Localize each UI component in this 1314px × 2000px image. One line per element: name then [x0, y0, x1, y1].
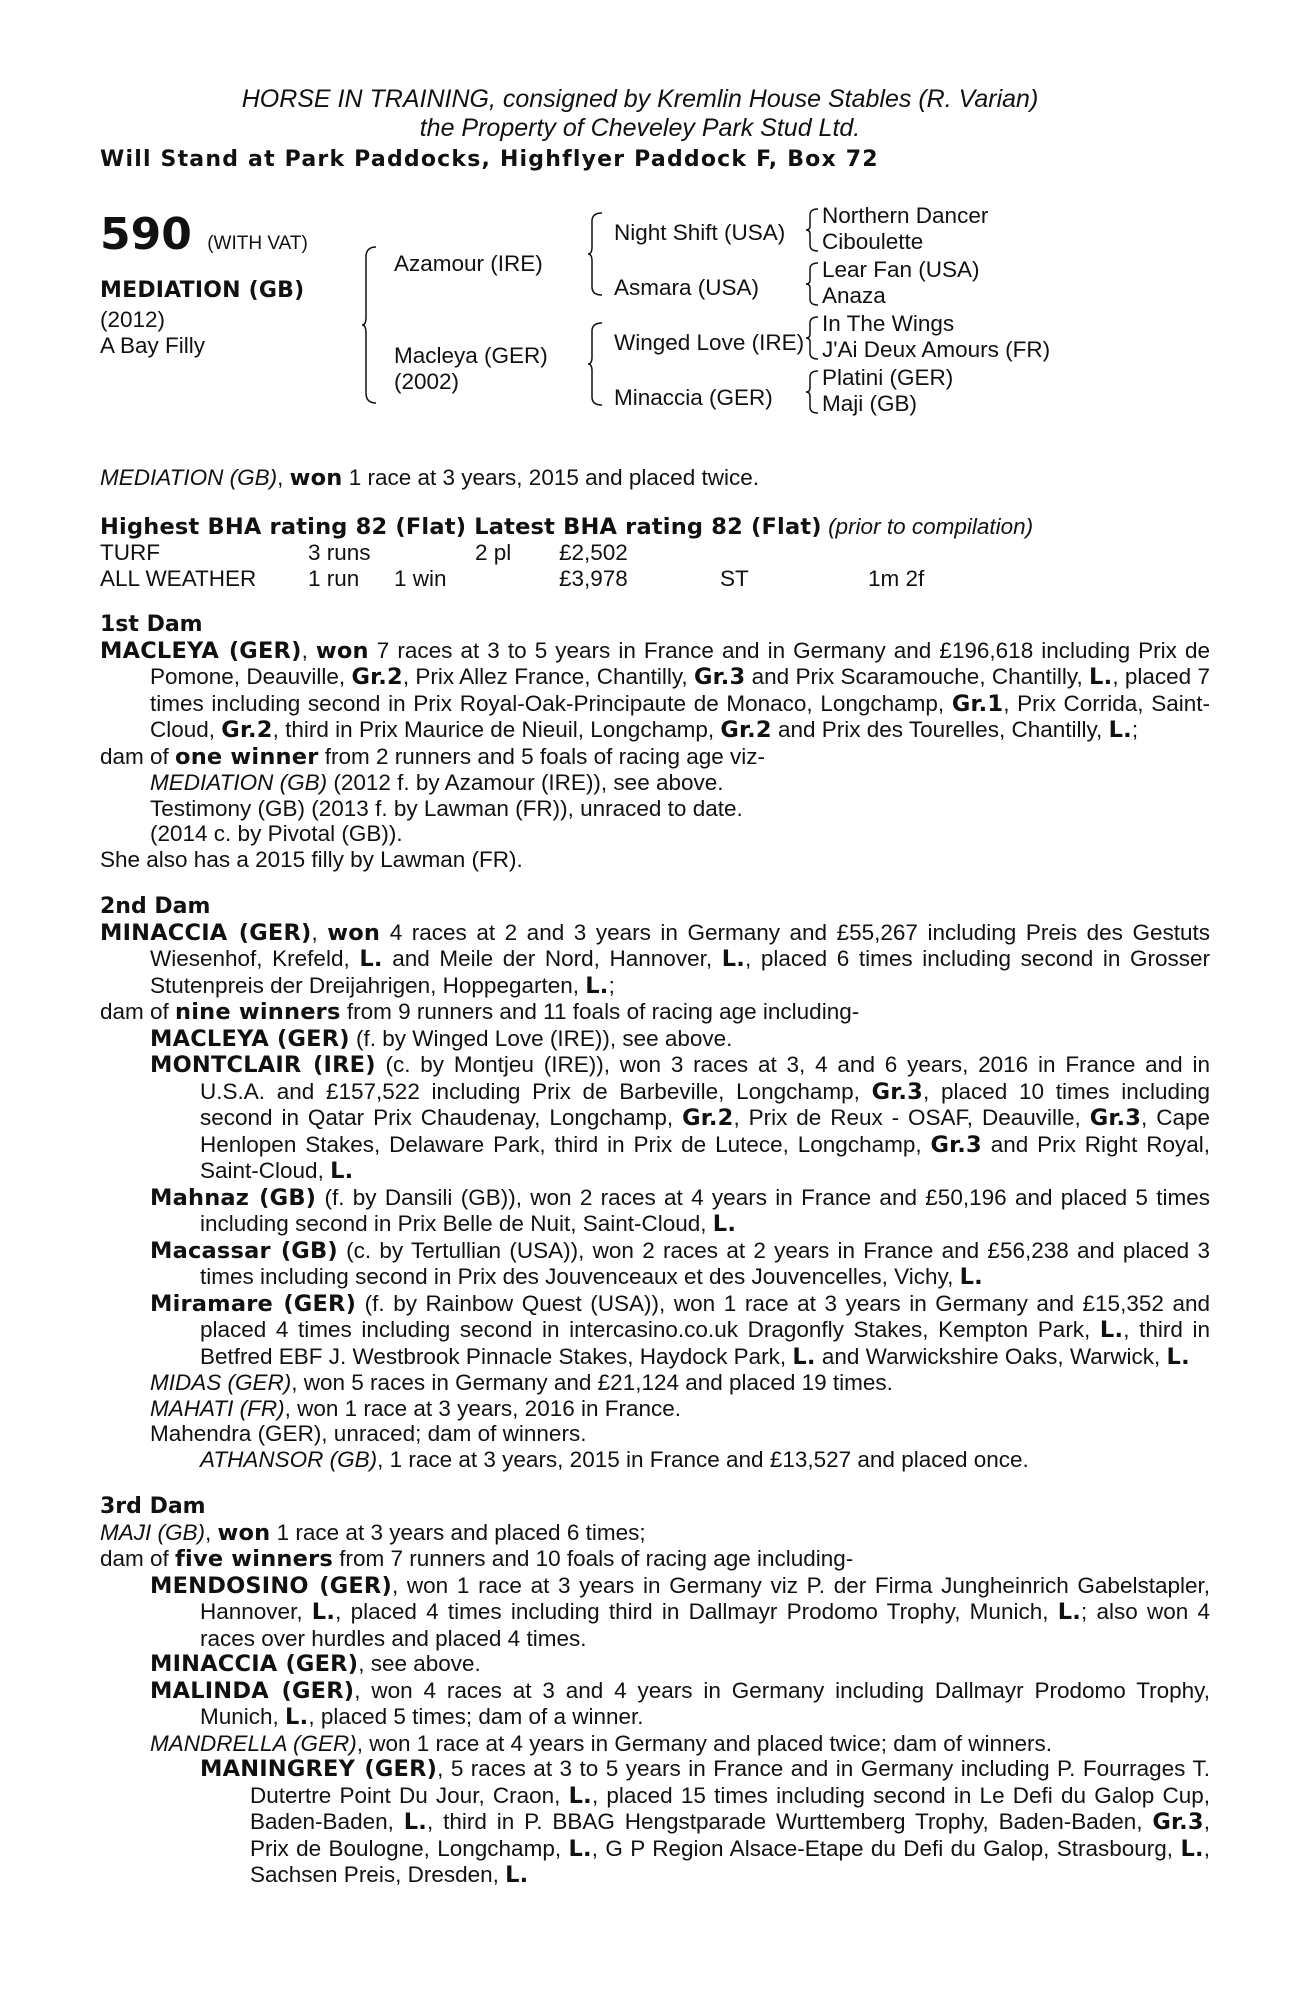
- progeny-name: MACLEYA (GER): [150, 1025, 350, 1052]
- grade: Gr.3: [871, 1078, 923, 1105]
- progeny-text: , won 1 race at 3 years, 2016 in France.: [284, 1395, 682, 1421]
- progeny-text: , placed 4 times including third in Dallmayr Prodomo Trophy, Munich,: [335, 1599, 1058, 1624]
- progeny-text: , Prix de Reux - OSAF, Deauville,: [733, 1105, 1090, 1130]
- grade: L.: [1089, 664, 1113, 690]
- bha-ratings: [100, 514, 1210, 541]
- second-dam-title: 2nd Dam: [100, 894, 211, 919]
- record-text: , placed 6 times including second in Grosser Stutenpreis der Dreijahrigen, Hoppegarten,: [150, 946, 1210, 998]
- progeny-name: Miramare (GER): [150, 1290, 357, 1317]
- sep: ,: [205, 1519, 218, 1545]
- progeny-text: and Prix Right Royal, Saint-Cloud,: [200, 1131, 1210, 1183]
- dam-dam: Minaccia (GER): [614, 385, 773, 410]
- turf-label: TURF: [100, 540, 160, 565]
- progeny-name: MONTCLAIR (IRE): [150, 1052, 376, 1078]
- third-dam-record: [100, 1520, 1210, 1547]
- dam-name: MAJI (GB): [100, 1519, 205, 1545]
- grade: L.: [568, 1835, 592, 1862]
- aw-runs: 1 run: [308, 566, 360, 591]
- aw-prize: £3,978: [559, 566, 628, 591]
- progeny-entry: [100, 1678, 1210, 1731]
- progeny-text: , see above.: [358, 1651, 481, 1676]
- gen3-brace-1: [806, 207, 820, 253]
- progeny-text: , placed 10 times including second in Qatar Prix Chaudenay, Longchamp,: [200, 1078, 1211, 1130]
- summary-horse-name: MEDIATION (GB): [100, 465, 278, 490]
- progeny-text: , 5 races at 3 to 5 years in France and in Germany including P. Fourrages T. Dutertre Point Du Jour, Craon,: [250, 1756, 1211, 1808]
- progeny-entry: [100, 1370, 1210, 1396]
- grade: L.: [959, 1264, 983, 1290]
- progeny-text: , won 1 race at 4 years in Germany and placed twice; dam of winners.: [356, 1730, 1053, 1756]
- progeny-name: MINACCIA (GER): [150, 1651, 359, 1677]
- grade: Gr.2: [720, 717, 772, 743]
- sep: ,: [311, 919, 328, 945]
- first-dam-note: She also has a 2015 filly by Lawman (FR).: [100, 846, 523, 872]
- grade: Gr.3: [1152, 1809, 1204, 1835]
- gen3-ancestor: In The Wings: [822, 311, 955, 336]
- rating-note: (prior to compilation): [828, 513, 1034, 539]
- produce-text: dam of: [100, 999, 176, 1024]
- produce-text: from 2 runners and 5 foals of racing age viz-: [318, 743, 765, 769]
- lot-number: 590: [100, 209, 192, 260]
- rating-text: Highest BHA rating 82 (Flat) Latest BHA rating 82 (Flat): [100, 513, 822, 540]
- pedigree-block: [100, 203, 1210, 453]
- grade: L.: [505, 1862, 529, 1888]
- record-text: and Prix Scaramouche, Chantilly,: [745, 664, 1090, 689]
- sire-dam: Asmara (USA): [614, 275, 760, 300]
- second-dam-produce: [100, 999, 1210, 1026]
- dam: Macleya (GER): [394, 343, 548, 368]
- won-label: won: [217, 1519, 271, 1546]
- progeny-text: (c. by Tertullian (USA)), won 2 races at 2 years in France and £56,238 and placed 3 times including second in Prix des Jouvenceaux et des Jouvencelles, Vichy,: [200, 1237, 1210, 1289]
- progeny-text: , placed 5 times; dam of a winner.: [308, 1704, 644, 1729]
- turf-runs: 3 runs: [308, 540, 371, 565]
- progeny-entry: [100, 1573, 1210, 1652]
- sire-sire: Night Shift (USA): [614, 220, 786, 245]
- grade: L.: [403, 1809, 428, 1835]
- progeny-name: MANINGREY (GER): [200, 1756, 438, 1782]
- third-dam-title: 3rd Dam: [100, 1494, 206, 1519]
- progeny-entry: (2014 c. by Pivotal (GB)).: [150, 821, 403, 846]
- record-text: ;: [608, 972, 615, 998]
- turf-placed: 2 pl: [475, 540, 512, 565]
- progeny-entry: Testimony (GB) (2013 f. by Lawman (FR)), unraced to date.: [150, 795, 743, 821]
- winners-count: nine winners: [175, 999, 341, 1025]
- progeny-text: , Cape Henlopen Stakes, Delaware Park, third in Prix de Lutece, Longchamp,: [200, 1105, 1210, 1157]
- grade: Gr.2: [351, 664, 403, 690]
- produce-text: dam of: [100, 1546, 176, 1571]
- progeny-entry: [100, 770, 1210, 796]
- record-text: , third in Prix Maurice de Nieuil, Longchamp,: [272, 717, 721, 742]
- progeny-text: , third in Betfred EBF J. Westbrook Pinnacle Stakes, Haydock Park,: [200, 1317, 1210, 1369]
- grade: Gr.3: [1089, 1105, 1142, 1131]
- catalogue-page: [100, 85, 1210, 1889]
- progeny-entry: [100, 1026, 1210, 1053]
- progeny-text: , Prix de Boulogne, Longchamp,: [250, 1809, 1210, 1861]
- first-dam-record: [100, 638, 1210, 744]
- aw-distance: 1m 2f: [868, 566, 925, 591]
- progeny-text: , placed 15 times including second in Le Defi du Galop Cup, Baden-Baden,: [250, 1782, 1210, 1834]
- progeny-entry: [100, 1238, 1210, 1291]
- gen3-brace-2: [806, 261, 820, 307]
- won-label: won: [315, 637, 369, 664]
- horse-description: A Bay Filly: [100, 333, 206, 358]
- grade: Gr.2: [221, 717, 273, 743]
- gen3-ancestor: Lear Fan (USA): [822, 257, 980, 282]
- progeny-entry: [100, 1731, 1210, 1757]
- grade: L.: [1108, 717, 1132, 743]
- third-dam-produce: [100, 1546, 1210, 1573]
- gen3-brace-3: [806, 315, 820, 361]
- produce-text: from 9 runners and 11 foals of racing age including-: [340, 999, 860, 1024]
- dam-name: MACLEYA (GER): [100, 637, 302, 664]
- race-record-table: [100, 540, 1210, 592]
- dam-year: (2002): [394, 369, 460, 394]
- record-text: , Prix Allez France, Chantilly,: [402, 664, 694, 689]
- progeny-text: (2012 f. by Azamour (IRE)), see above.: [327, 770, 724, 795]
- sire-dam-brace: [362, 245, 378, 405]
- dam-parents-brace: [588, 321, 604, 407]
- aw-going: ST: [720, 566, 749, 591]
- winners-count: one winner: [175, 743, 319, 770]
- grade: L.: [568, 1782, 592, 1809]
- grade: L.: [1057, 1599, 1081, 1625]
- record-text: , placed 7 times including second in Prix Royal-Oak-Principaute de Monaco, Longchamp,: [150, 664, 1211, 716]
- dam-name: MINACCIA (GER): [100, 919, 312, 946]
- progeny-text: (f. by Dansili (GB)), won 2 races at 4 years in France and £50,196 and placed 5 times including second in Prix Belle de Nuit, Saint-Cloud,: [200, 1184, 1210, 1236]
- sire-parents-brace: [588, 211, 604, 297]
- progeny-name: Mahnaz (GB): [150, 1184, 317, 1211]
- progeny-text: ; also won 4 races over hurdles and placed 4 times.: [200, 1599, 1210, 1651]
- grand-progeny-entry: [100, 1447, 1210, 1473]
- first-dam-title: 1st Dam: [100, 612, 203, 637]
- horse-name: MEDIATION (GB): [100, 278, 305, 303]
- progeny-text: , 1 race at 3 years, 2015 in France and £13,527 and placed once.: [377, 1446, 1029, 1472]
- horse-year: (2012): [100, 307, 166, 332]
- grade: L.: [330, 1158, 354, 1184]
- record-text: , Prix Corrida, Saint-Cloud,: [150, 690, 1210, 742]
- progeny-text: (f. by Rainbow Quest (USA)), won 1 race at 3 years in Germany and £15,352 and placed 4 times including second in intercasino.co.uk Dragonfly Stakes, Kempton Park,: [200, 1290, 1210, 1342]
- sep: ,: [301, 637, 316, 663]
- grade: L.: [792, 1343, 816, 1370]
- produce-text: dam of: [100, 743, 176, 769]
- progeny-name: MANDRELLA (GER): [150, 1730, 357, 1756]
- progeny-text: and Warwickshire Oaks, Warwick,: [815, 1343, 1167, 1369]
- progeny-text: , won 1 race at 3 years in Germany viz P. der Firma Jungheinrich Gabelstapler, Hannover,: [200, 1572, 1210, 1624]
- aw-label: ALL WEATHER: [100, 566, 257, 591]
- gen3-ancestor: Anaza: [822, 283, 886, 308]
- produce-text: from 7 runners and 10 foals of racing age including-: [333, 1546, 854, 1571]
- gen3-ancestor: Northern Dancer: [822, 203, 989, 228]
- gen3-ancestor: Platini (GER): [822, 365, 954, 390]
- progeny-name: MEDIATION (GB): [150, 770, 328, 795]
- grade: L.: [585, 972, 609, 999]
- progeny-entry: Mahendra (GER), unraced; dam of winners.: [150, 1421, 587, 1446]
- stand-location: Will Stand at Park Paddocks, Highflyer Paddock F, Box 72: [100, 147, 879, 172]
- progeny-text: (c. by Montjeu (IRE)), won 3 races at 3, 4 and 6 years, 2016 in France and in U.S.A. and £157,522 including Prix de Barbeville, Longchamp,: [200, 1052, 1211, 1104]
- sire: Azamour (IRE): [394, 251, 543, 276]
- grade: Gr.1: [951, 690, 1004, 717]
- grade: Gr.3: [930, 1131, 982, 1158]
- progeny-entry: [100, 1052, 1210, 1185]
- record-text: 7 races at 3 to 5 years in France and in Germany and £196,618 including Prix de Pomone, Deauville,: [150, 637, 1210, 689]
- gen3-ancestor: Ciboulette: [822, 229, 924, 254]
- gen3-brace-4: [806, 369, 820, 415]
- grade: L.: [359, 946, 383, 972]
- aw-wins: 1 win: [394, 566, 447, 591]
- turf-prize: £2,502: [559, 540, 628, 565]
- dam-sire: Winged Love (IRE): [614, 330, 805, 355]
- record-text: and Prix des Tourelles, Chantilly,: [771, 717, 1109, 742]
- gen3-ancestor: J'Ai Deux Amours (FR): [822, 337, 1051, 362]
- first-dam-produce: [100, 744, 1210, 771]
- record-text: ;: [1131, 717, 1139, 742]
- progeny-entry: [100, 1291, 1210, 1371]
- property-line: the Property of Cheveley Park Stud Ltd.: [419, 114, 861, 142]
- progeny-name: MENDOSINO (GER): [150, 1572, 392, 1599]
- grand-progeny-entry: [100, 1756, 1210, 1889]
- second-dam-record: [100, 920, 1210, 1000]
- record-text: 1 race at 3 years and placed 6 times;: [270, 1519, 646, 1545]
- record-text: 4 races at 2 and 3 years in Germany and £55,267 including Preis des Gestuts Wiesenhof, Krefeld,: [150, 919, 1210, 971]
- progeny-name: ATHANSOR (GB): [200, 1446, 378, 1472]
- progeny-name: MALINDA (GER): [150, 1677, 355, 1704]
- progeny-entry: [100, 1396, 1210, 1422]
- record-text: and Meile der Nord, Hannover,: [382, 946, 722, 971]
- grade: L.: [285, 1704, 309, 1730]
- progeny-name: MIDAS (GER): [150, 1370, 292, 1395]
- grade: L.: [721, 946, 745, 972]
- grade: L.: [1099, 1317, 1124, 1343]
- consignor-line: HORSE IN TRAINING, consigned by Kremlin House Stables (R. Varian): [241, 85, 1039, 113]
- progeny-name: Macassar (GB): [150, 1237, 338, 1264]
- progeny-text: , G P Region Alsace-Etape du Defi du Galop, Strasbourg,: [591, 1835, 1181, 1861]
- progeny-text: , won 5 races in Germany and £21,124 and placed 19 times.: [291, 1370, 893, 1395]
- grade: L.: [311, 1599, 336, 1625]
- winners-count: five winners: [175, 1546, 333, 1572]
- grade: L.: [1166, 1343, 1190, 1370]
- progeny-entry: [100, 1651, 1210, 1678]
- progeny-text: , Sachsen Preis, Dresden,: [250, 1835, 1210, 1887]
- lot-number-row: [100, 211, 308, 268]
- progeny-name: MAHATI (FR): [150, 1395, 285, 1421]
- progeny-text: , third in P. BBAG Hengstparade Wurttemberg Trophy, Baden-Baden,: [427, 1809, 1153, 1834]
- grade: L.: [712, 1211, 737, 1237]
- progeny-entry: [100, 1185, 1210, 1238]
- summary-text: 1 race at 3 years, 2015 and placed twice.: [342, 465, 759, 490]
- race-summary: MEDIATION (GB), won 1 race at 3 years, 2015 and placed twice.: [100, 465, 759, 491]
- summary-won: won: [289, 465, 343, 491]
- grade: L.: [1180, 1835, 1204, 1862]
- grade: Gr.2: [682, 1105, 734, 1131]
- gen3-ancestor: Maji (GB): [822, 391, 917, 416]
- progeny-text: (f. by Winged Love (IRE)), see above.: [349, 1025, 733, 1051]
- won-label: won: [327, 919, 381, 946]
- progeny-text: , won 4 races at 3 and 4 years in Germany including Dallmayr Prodomo Trophy, Munich,: [200, 1677, 1210, 1729]
- grade: Gr.3: [693, 664, 746, 690]
- vat-note: (WITH VAT): [207, 233, 308, 254]
